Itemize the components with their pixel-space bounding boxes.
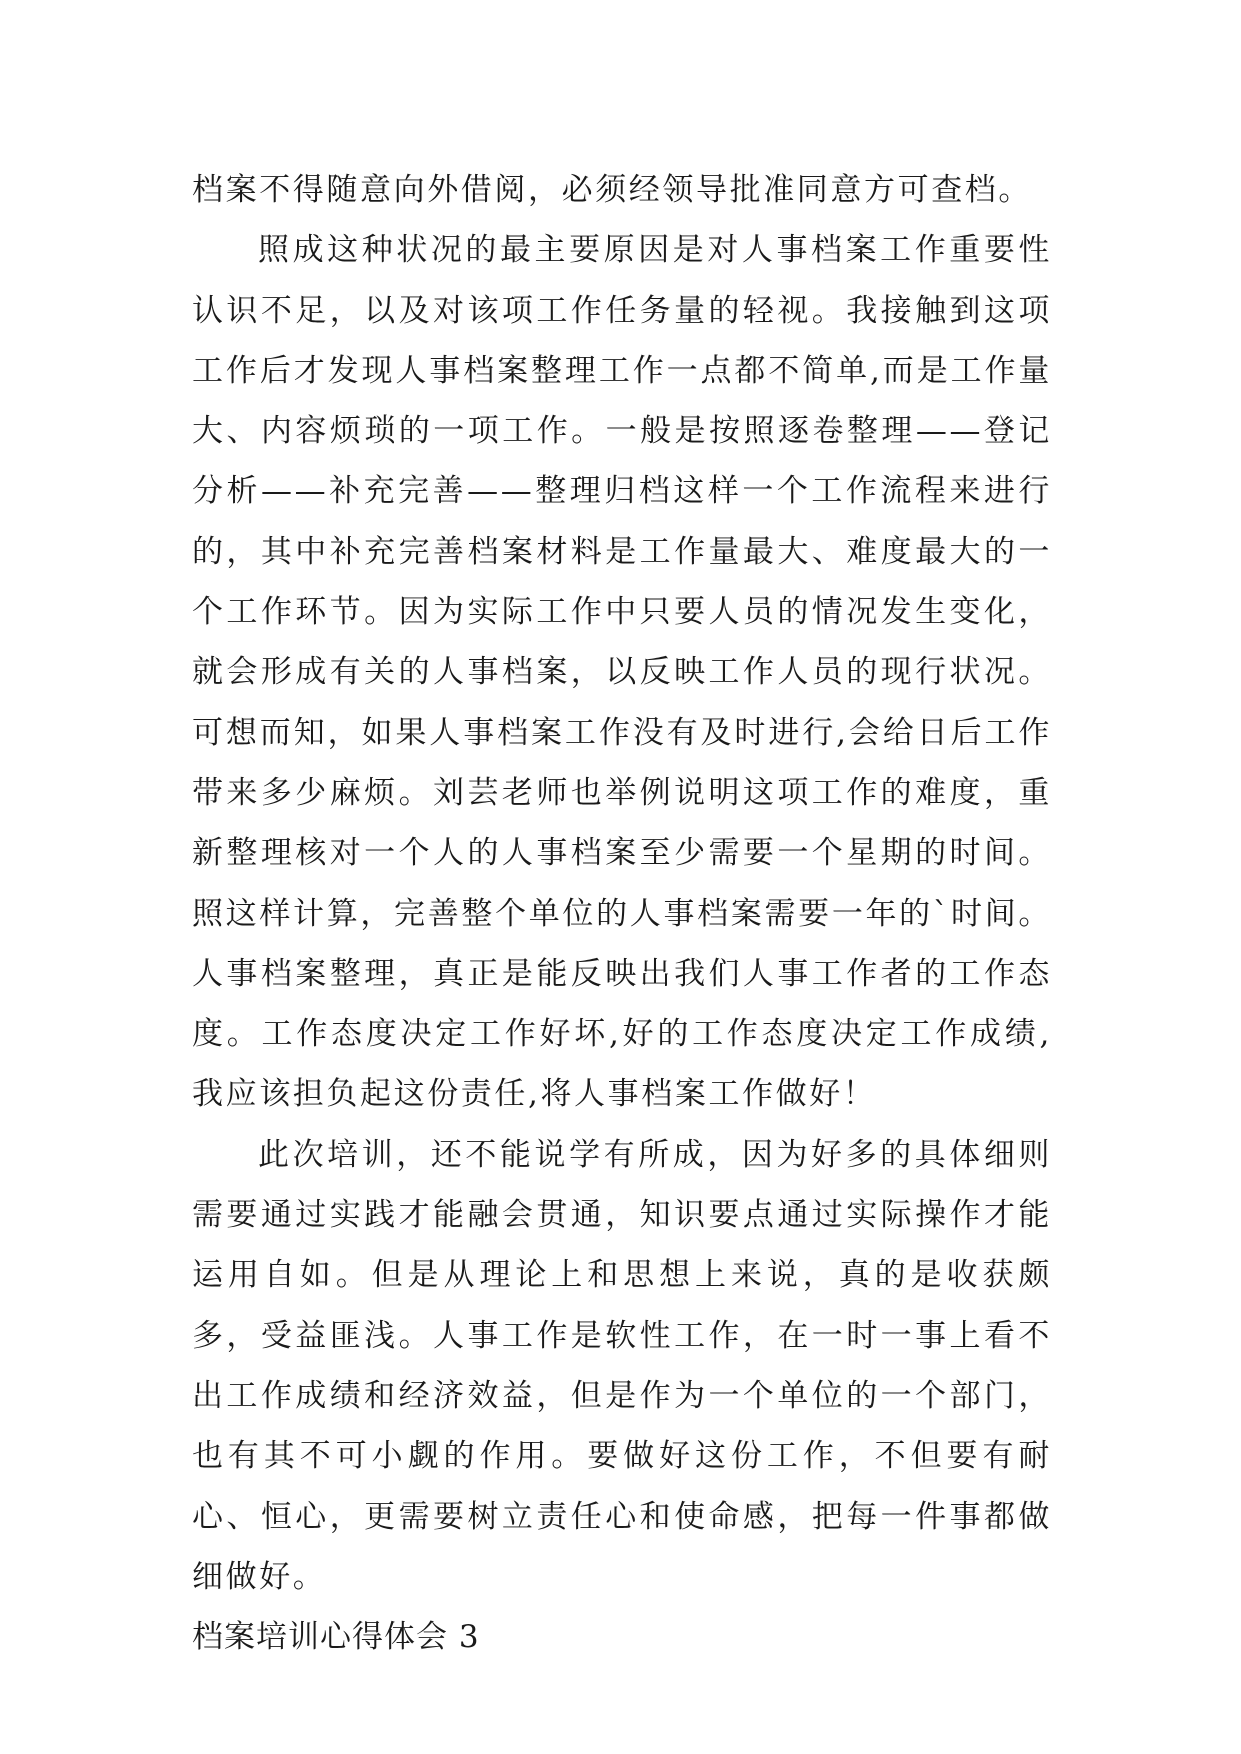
paragraph-archive-work-reason: 照成这种状况的最主要原因是对人事档案工作重要性认识不足，以及对该项工作任务量的轻视。我接触到这项工作后才发现人事档案整理工作一点都不简单,而是工作量大、内容烦琐的一项工作。一般是按照逐卷整理——登记分析——补充完善——整理归档这样一个工作流程来进行的，其中补充完善档案材料是工作量最大、难度最大的一个工作环节。因为实际工作中只要人员的情况发生变化，就会形成有关的人事档案，以反映工作人员的现行状况。可想而知，如果人事档案工作没有及时进行,会给日后工作带来多少麻烦。刘芸老师也举例说明这项工作的难度，重新整理核对一个人的人事档案至少需要一个星期的时间。照这样计算，完善整个单位的人事档案需要一年的`时间。人事档案整理，真正是能反映出我们人事工作者的工作态度。工作态度决定工作好坏,好的工作态度决定工作成绩,我应该担负起这份责任,将人事档案工作做好！ <box>192 232 1052 1113</box>
document-body <box>192 160 1052 1667</box>
section-heading: 档案培训心得体会 3 <box>192 1619 480 1656</box>
paragraph-training-summary: 此次培训，还不能说学有所成，因为好多的具体细则需要通过实践才能融会贯通，知识要点通过实际操作才能运用自如。但是从理论上和思想上来说，真的是收获颇多，受益匪浅。人事工作是软性工作，在一时一事上看不出工作成绩和经济效益，但是作为一个单位的一个部门，也有其不可小觑的作用。要做好这份工作，不但要有耐心、恒心，更需要树立责任心和使命感，把每一件事都做细做好。 <box>192 1136 1052 1595</box>
paragraph-continuation: 档案不得随意向外借阅，必须经领导批准同意方可查档。 <box>192 172 1032 208</box>
